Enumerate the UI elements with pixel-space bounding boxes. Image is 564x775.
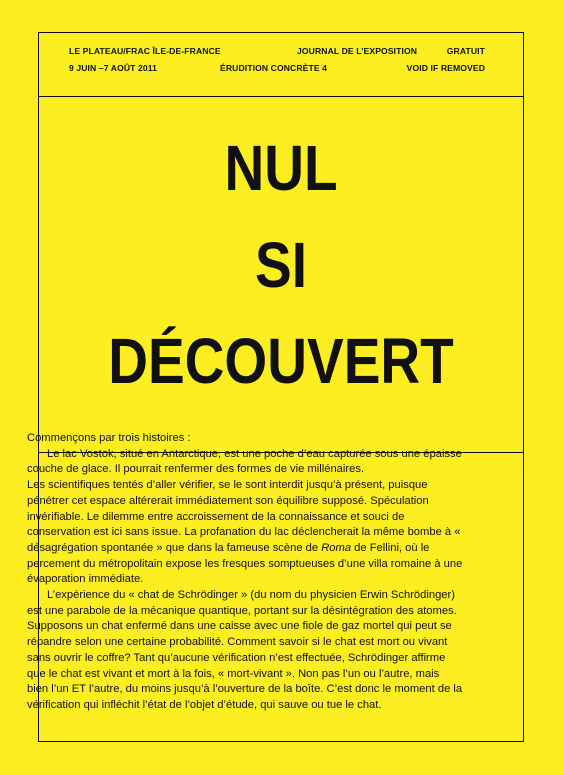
title-line-3: DÉCOUVERT bbox=[108, 325, 454, 397]
article-body bbox=[27, 431, 463, 714]
paragraph-vostok: Le lac Vostok, situé en Antarctique, est une poche d’eau capturée sous une épaisse couche de glace. Il pourrait renfermer des formes de vie millénaires. bbox=[27, 447, 462, 476]
masthead bbox=[39, 33, 523, 97]
title-line-1: NUL bbox=[224, 132, 338, 204]
title-line-2: SI bbox=[254, 229, 308, 301]
paragraph-schrodinger: L’expérience du « chat de Schrödinger » (du nom du physicien Erwin Schrödinger) est une parabole de la mécanique quantique, portant sur la désintégration des atomes. Supposons un chat enfermé dans une caisse avec une fiole de gaz mortel qui peut se répandre selon une certaine probabilité. Comment savoir si le chat est mort ou vivant sans ouvrir le coffre? Tant qu’aucune vérification n’est effectuée, Schrödinger affirme que le chat est vivant et mort à la fois, « mort-vivant ». Non pas l’un ou l’autre, mais bien l’un ET l’autre, du moins jusqu’à l’ouverture de la boîte. C’est donc le moment de la vérification qui infléchit l’état de l’objet d’étude, qui sauve ou tue le chat. bbox=[27, 589, 463, 711]
intro-paragraph: Commençons par trois histoires : bbox=[27, 432, 191, 444]
paragraph-profanation bbox=[27, 478, 463, 588]
series-label: ÉRUDITION CONCRÈTE 4 bbox=[220, 63, 328, 73]
journal-label: JOURNAL DE L’EXPOSITION bbox=[297, 46, 418, 56]
paragraph-text: Les scientifiques tentés d’aller vérifier, se le sont interdit jusqu’à présent, puisque pénétrer cet espace altérerait immédiatement son équilibre supposé. Spéculation invérifiable. Le dilemme entre accroissement de la connaissance et souci de conservation est ici sans issue. La profanation du lac déclencherait la même bombe à « désagrégation spontanée » que dans la fameuse scène de bbox=[27, 479, 461, 554]
void-notice: VOID IF REMOVED bbox=[406, 63, 485, 73]
price-label: GRATUIT bbox=[446, 46, 485, 56]
exhibition-dates: 9 JUIN –7 AOÛT 2011 bbox=[69, 63, 158, 73]
film-title: Roma bbox=[321, 541, 352, 554]
title-block bbox=[39, 96, 523, 453]
venue-label: LE PLATEAU/FRAC ÎLE-DE-FRANCE bbox=[69, 46, 221, 56]
paragraph-text: de Fellini, où le percement du métropolitain expose les fresques somptueuses d’une villa romaine à une évaporation immédiate. bbox=[27, 541, 463, 586]
